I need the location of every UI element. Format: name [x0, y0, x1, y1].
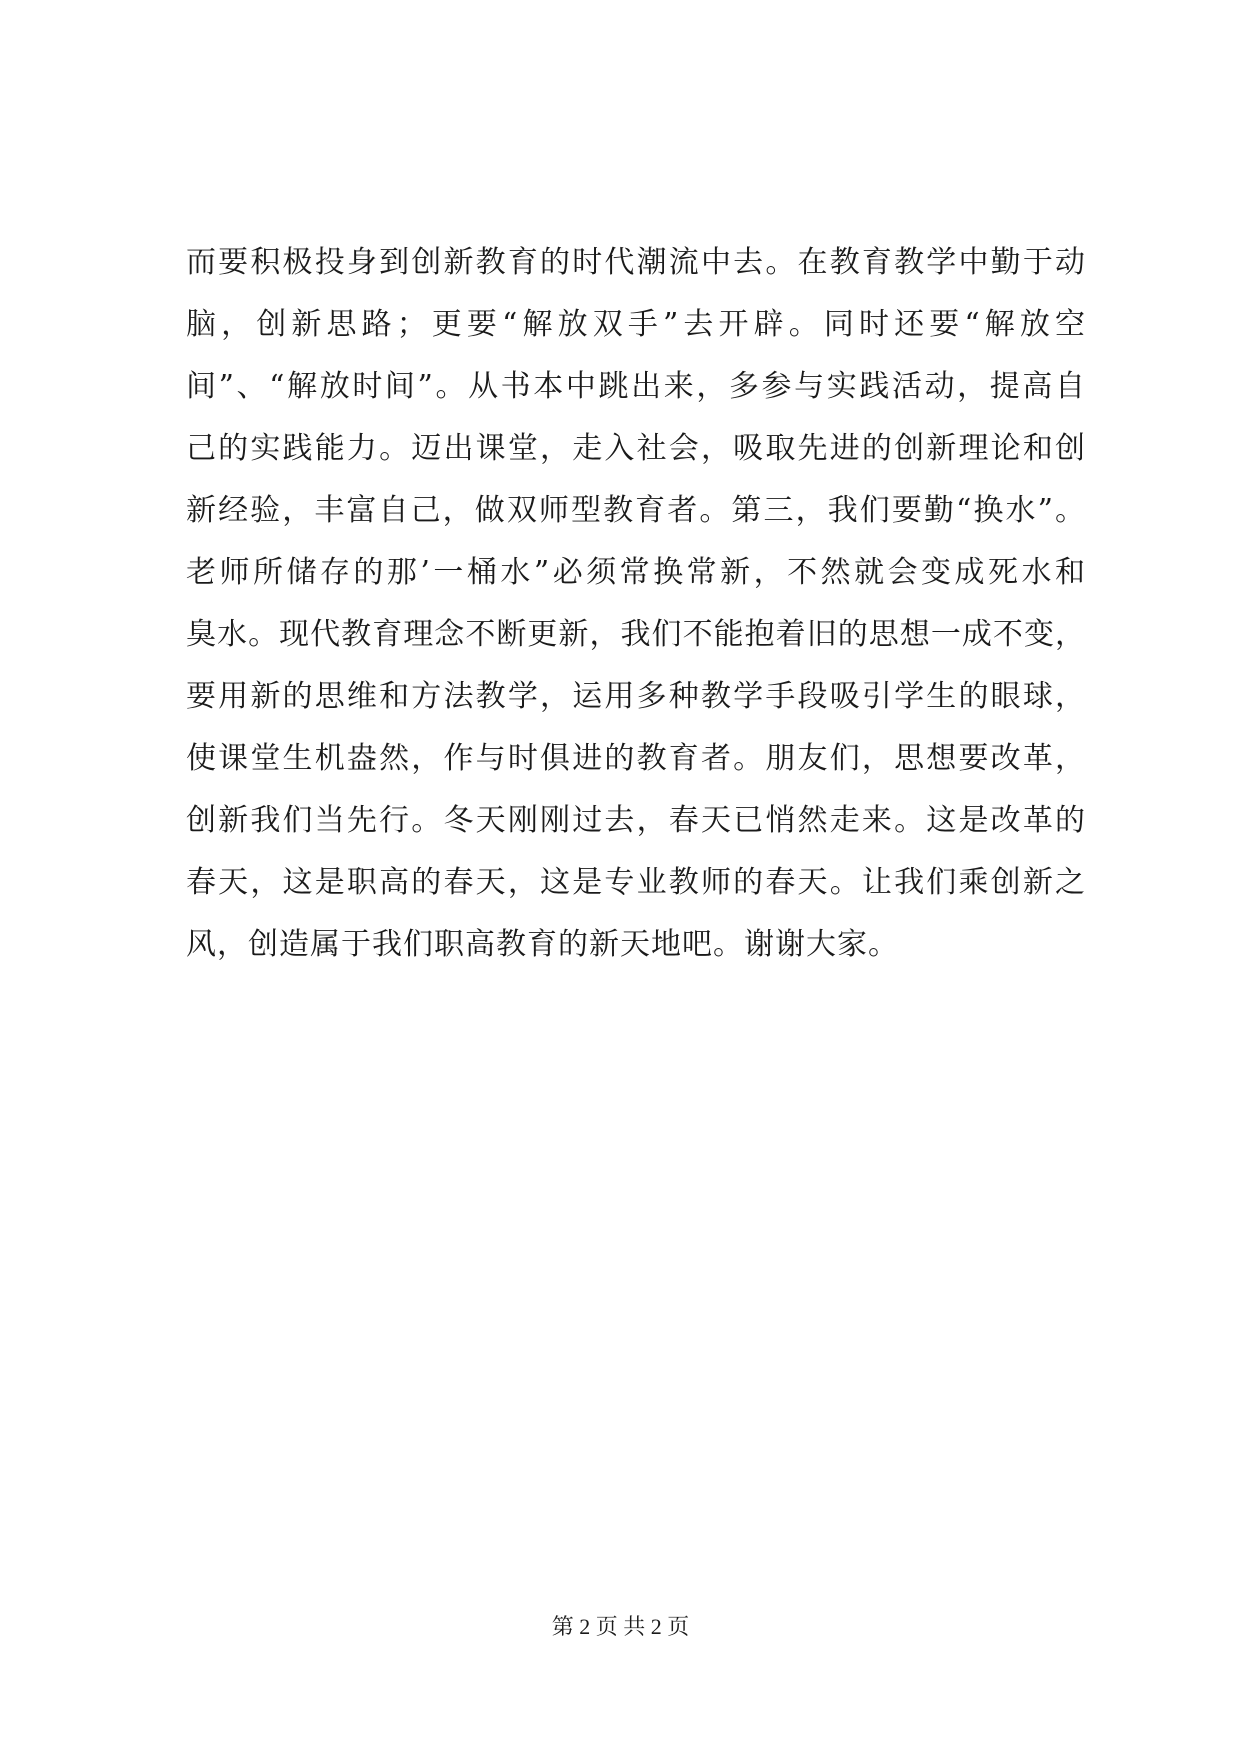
page-number-footer: 第 2 页 共 2 页 [551, 1614, 690, 1639]
text-line: 而要积极投身到创新教育的时代潮流中去。在教育教学中勤于动 [186, 245, 1086, 280]
text-line: 要用新的思维和方法教学，运用多种教学手段吸引学生的眼球， [186, 679, 1086, 714]
text-line: 己的实践能力。迈出课堂，走入社会，吸取先进的创新理论和创 [186, 431, 1086, 466]
text-line: 老师所储存的那’一桶水”必须常换常新，不然就会变成死水和 [186, 555, 1086, 590]
text-line: 使课堂生机盎然，作与时俱进的教育者。朋友们，思想要改革， [186, 741, 1086, 776]
text-line: 间”、“解放时间”。从书本中跳出来，多参与实践活动，提高自 [186, 369, 1086, 404]
text-line: 创新我们当先行。冬天刚刚过去，春天已悄然走来。这是改革的 [186, 803, 1086, 838]
text-line: 新经验，丰富自己，做双师型教育者。第三，我们要勤“换水”。 [186, 493, 1086, 528]
text-line: 春天，这是职高的春天，这是专业教师的春天。让我们乘创新之 [186, 865, 1086, 900]
text-line: 风，创造属于我们职高教育的新天地吧。谢谢大家。 [186, 927, 899, 962]
text-line: 脑，创新思路；更要“解放双手”去开辟。同时还要“解放空 [186, 307, 1086, 342]
body-text [186, 232, 1086, 976]
text-line: 臭水。现代教育理念不断更新，我们不能抱着旧的思想一成不变， [186, 617, 1086, 652]
